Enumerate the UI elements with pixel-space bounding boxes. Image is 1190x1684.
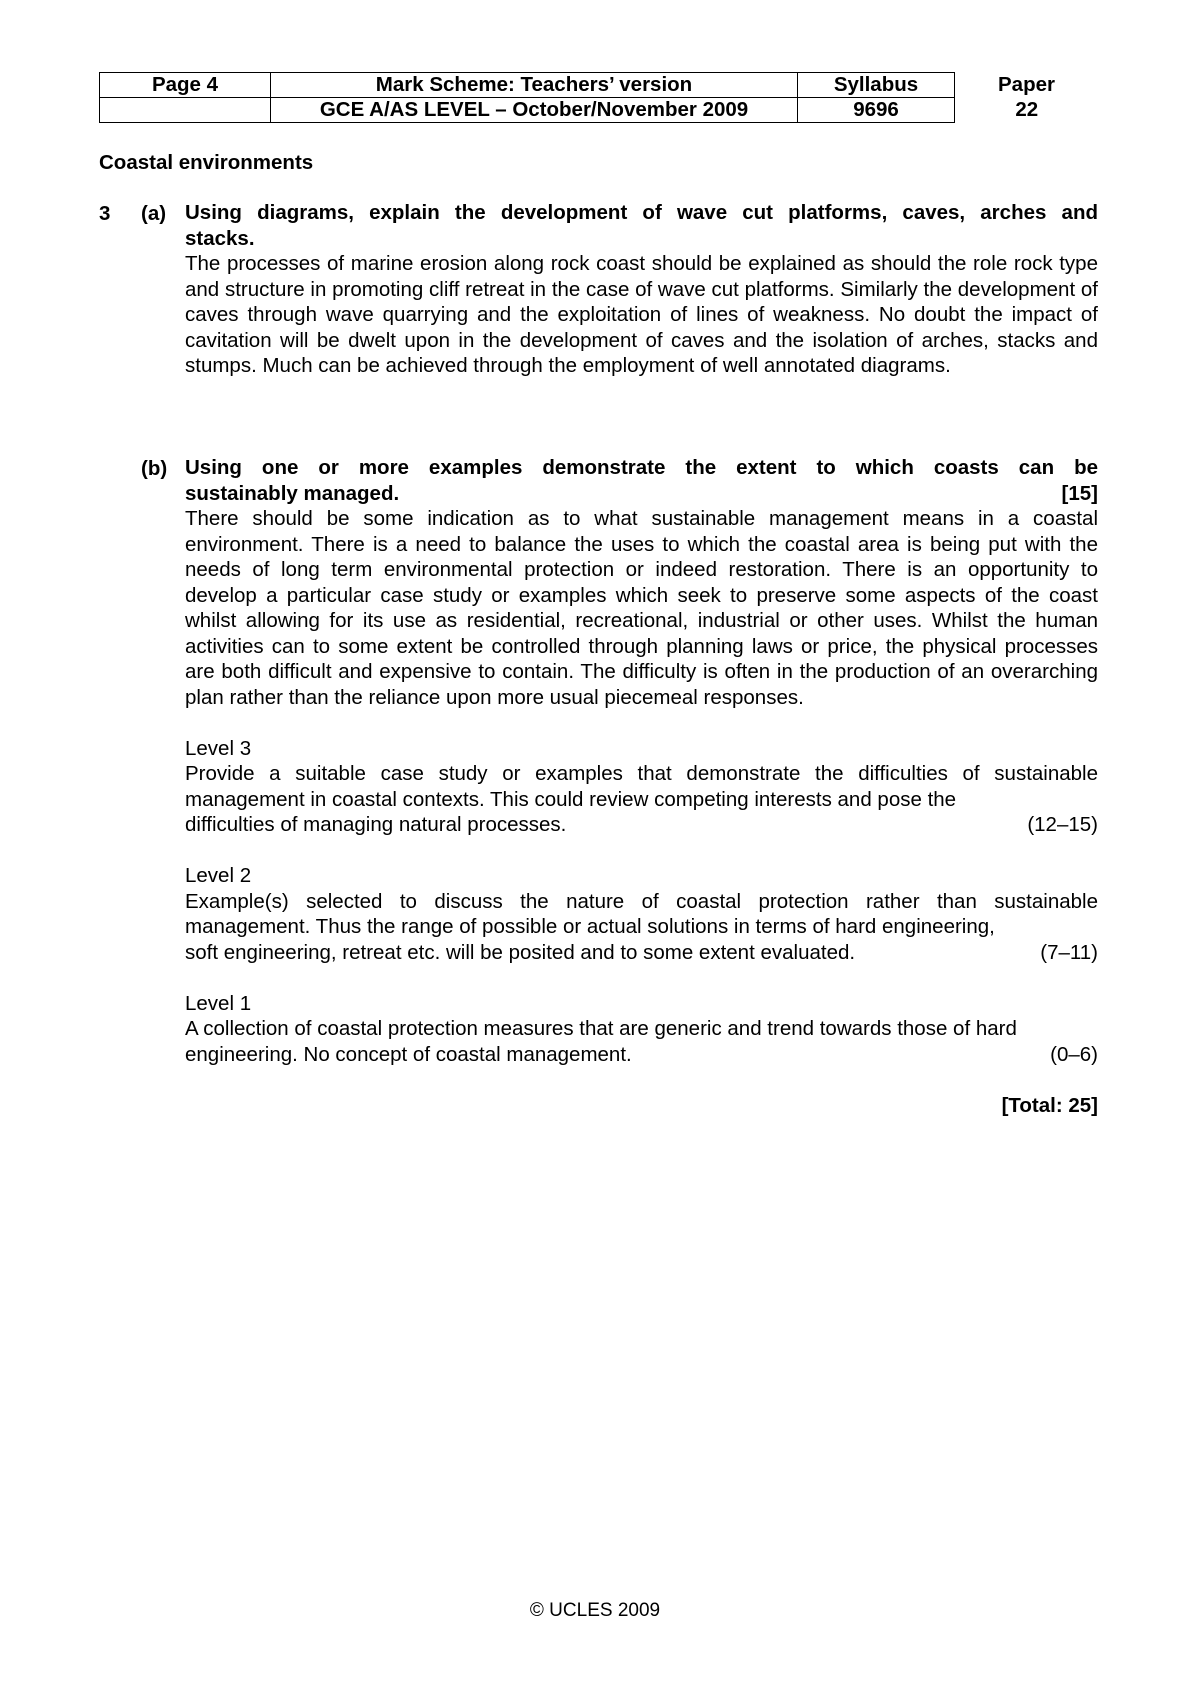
header-paper-label: Paper bbox=[998, 73, 1055, 96]
question-number: 3 bbox=[99, 202, 111, 225]
level-1-range: (0–6) bbox=[1050, 1042, 1098, 1066]
part-a-prompt-line2: stacks. bbox=[185, 226, 255, 250]
level-2-title: Level 2 bbox=[185, 864, 252, 887]
header-page: Page 4 bbox=[100, 73, 271, 98]
level-1-last-row bbox=[185, 1042, 1098, 1068]
header-exam: GCE A/AS LEVEL – October/November 2009 bbox=[271, 98, 798, 123]
level-2-last-line: soft engineering, retreat etc. will be posited and to some extent evaluated. bbox=[185, 940, 856, 964]
part-b-label: (b) bbox=[141, 457, 168, 480]
level-1-text: A collection of coastal protection measures that are generic and trend towards those of hard bbox=[185, 1017, 1017, 1040]
total-marks: [Total: 25] bbox=[1001, 1093, 1098, 1117]
part-b-marks: [15] bbox=[1061, 481, 1098, 505]
level-3-range: (12–15) bbox=[1027, 813, 1098, 836]
header-empty-cell bbox=[100, 98, 271, 123]
level-1-last-line: engineering. No concept of coastal management. bbox=[185, 1042, 632, 1066]
header-table bbox=[99, 72, 1099, 123]
header-syllabus-value: 9696 bbox=[798, 98, 955, 123]
level-1-title: Level 1 bbox=[185, 991, 252, 1015]
part-b-prompt-line1: Using one or more examples demonstrate the extent to which coasts can be bbox=[185, 456, 1098, 479]
part-b-prompt-row bbox=[185, 481, 1098, 507]
part-b-body: There should be some indication as to what sustainable management means in a coastal environment. There is a need to balance the uses to which the coastal area is being put with the needs of long term environmental protection or indeed restoration. There is an opportunity to develop a particular case study or examples which seek to preserve some aspects of the coast whilst allowing for its use as residential, recreational, industrial or other uses. Whilst the human activities can to some extent be controlled through planning laws or price, the physical processes are both difficult and expensive to contain. The difficulty is often in the production of an overarching plan rather than the reliance upon more usual piecemeal responses. bbox=[185, 507, 1098, 709]
level-2-last-row bbox=[185, 940, 1098, 966]
header-syllabus-label: Syllabus bbox=[798, 73, 955, 98]
level-2-text: Example(s) selected to discuss the nature of coastal protection rather than sustainable management. Thus the range of possible or actual solutions in terms of hard engineering, bbox=[185, 889, 1098, 938]
footer-copyright: © UCLES 2009 bbox=[529, 1600, 661, 1621]
level-3-last-row bbox=[185, 812, 1098, 838]
header-title: Mark Scheme: Teachers’ version bbox=[271, 73, 798, 98]
level-3-last-line: difficulties of managing natural processes. bbox=[185, 813, 567, 836]
part-b-block bbox=[185, 455, 1098, 1118]
level-3-title: Level 3 bbox=[185, 736, 252, 760]
part-a-label: (a) bbox=[141, 202, 167, 225]
part-b-prompt-line2: sustainably managed. bbox=[185, 481, 400, 505]
section-title: Coastal environments bbox=[99, 151, 314, 174]
header-paper-value: 22 bbox=[1015, 98, 1039, 121]
level-2-range: (7–11) bbox=[1040, 940, 1098, 964]
part-a-block bbox=[185, 200, 1098, 379]
part-a-prompt-line1: Using diagrams, explain the development of wave cut platforms, caves, arches and bbox=[185, 201, 1098, 224]
part-a-body: The processes of marine erosion along rock coast should be explained as should the role rock type and structure in promoting cliff retreat in the case of wave cut platforms. Similarly the development of caves through wave quarrying and the exploitation of lines of weakness. No doubt the impact of cavitation will be dwelt upon in the development of caves and the isolation of arches, stacks and stumps. Much can be achieved through the employment of well annotated diagrams. bbox=[185, 252, 1098, 377]
level-3-text: Provide a suitable case study or examples that demonstrate the difficulties of sustainable management in coastal contexts. This could review competing interests and pose the bbox=[185, 762, 1098, 811]
